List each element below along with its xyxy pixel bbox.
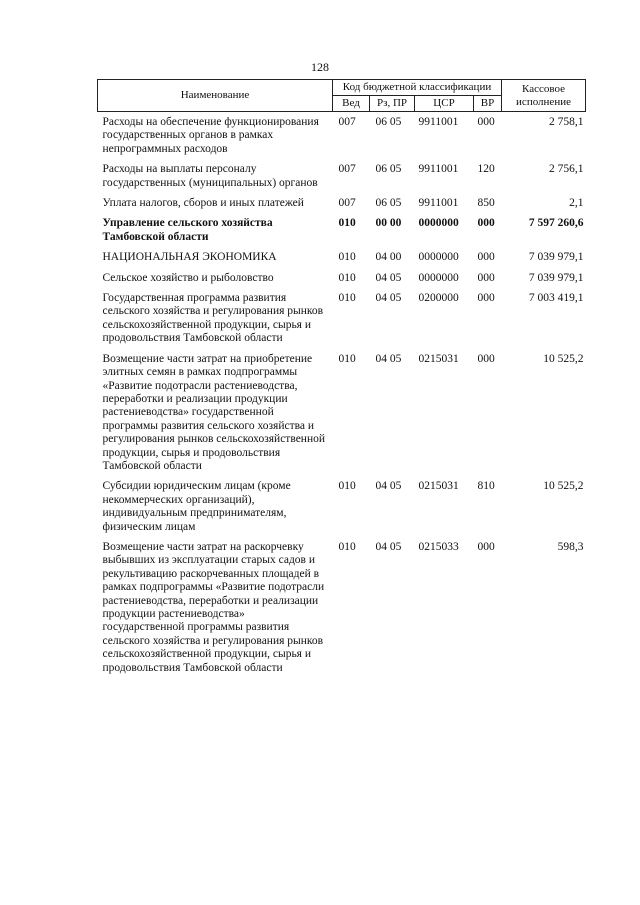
cell-sum: 7 003 419,1 [528, 292, 584, 305]
cell-sum: 7 597 260,6 [528, 217, 584, 230]
budget-table [97, 79, 586, 682]
cell-name: Управление сельского хозяйства Тамбовской области [102, 217, 273, 243]
cell-sum: 2 758,1 [549, 116, 584, 128]
header-code-group: Код бюджетной классификации [333, 80, 502, 96]
cell-name: Возмещение части затрат на приобретение элитных семян в рамках подпрограммы «Развитие подотрасли растениеводства, переработки и реализации продукции растениеводства» государственной программы развития сельского хозяйства и регулирования рынков сельскохозяйственной продукции, сырья и продовольствия Тамбовской области [102, 352, 326, 472]
cell-rz-pr: 04 05 [375, 540, 402, 553]
table-header [98, 80, 586, 112]
cell-sum: 598,3 [557, 540, 584, 553]
cell-vr: 120 [477, 163, 495, 176]
cell-ved: 010 [338, 480, 356, 493]
cell-vr: 000 [477, 217, 495, 230]
cell-csr: 0215031 [418, 480, 459, 493]
header-csr: ЦСР [415, 96, 474, 112]
table-body [98, 112, 586, 683]
header-rz-pr: Рз, ПР [370, 96, 415, 112]
table-row [98, 480, 586, 541]
cell-csr: 0215033 [418, 540, 459, 553]
cell-rz-pr: 04 05 [375, 480, 402, 493]
table-row [98, 251, 586, 271]
cell-vr: 000 [477, 251, 495, 264]
header-name: Наименование [98, 80, 333, 112]
cell-rz-pr: 00 00 [375, 217, 402, 230]
cell-sum: 7 039 979,1 [528, 271, 584, 284]
cell-rz-pr: 04 05 [375, 352, 402, 365]
cell-csr: 9911001 [418, 163, 459, 176]
cell-vr: 810 [477, 480, 495, 493]
table-row [98, 353, 586, 481]
cell-ved: 010 [338, 352, 356, 365]
cell-ved: 007 [338, 116, 356, 128]
cell-name: Расходы на выплаты персоналу государственных (муниципальных) органов [102, 163, 318, 189]
table-row [98, 292, 586, 353]
cell-csr: 0000000 [418, 217, 459, 230]
cell-rz-pr: 04 05 [375, 271, 402, 284]
cell-rz-pr: 06 05 [375, 116, 402, 128]
cell-ved: 007 [338, 163, 356, 176]
cell-csr: 0000000 [418, 271, 459, 284]
cell-ved: 007 [338, 197, 356, 210]
cell-name: Субсидии юридическим лицам (кроме некоммерческих организаций), индивидуальным предпринимателям, физическим лицам [102, 480, 291, 533]
cell-name: Возмещение части затрат на раскорчевку выбывших из эксплуатации старых садов и рекультивацию раскорчеванных площадей в рамках подпрограммы «Развитие подотрасли растениеводства, переработки и реализации продукции растениеводства» государственной программы развития сельского хозяйства и регулирования рынков сельскохозяйственной продукции, сырья и продовольствия Тамбовской области [102, 540, 325, 674]
cell-rz-pr: 06 05 [375, 163, 402, 176]
cell-rz-pr: 06 05 [375, 197, 402, 210]
cell-vr: 850 [477, 197, 495, 210]
header-vr: ВР [474, 96, 502, 112]
cell-sum: 7 039 979,1 [528, 251, 584, 264]
cell-ved: 010 [338, 271, 356, 284]
cell-rz-pr: 04 00 [375, 251, 402, 264]
cell-ved: 010 [338, 251, 356, 264]
cell-ved: 010 [338, 292, 356, 305]
header-ved: Вед [333, 96, 370, 112]
cell-sum: 10 525,2 [543, 480, 584, 493]
table-row [98, 163, 586, 197]
table-row [98, 272, 586, 292]
cell-csr: 9911001 [418, 197, 459, 210]
page-number: 128 [311, 60, 329, 74]
table-row [98, 541, 586, 682]
cell-sum: 10 525,2 [543, 352, 584, 365]
cell-rz-pr: 04 05 [375, 292, 402, 305]
cell-name: Государственная программа развития сельского хозяйства и регулирования рынков сельскохозяйственной продукции, сырья и продовольствия Тамбовской области [102, 292, 324, 345]
cell-vr: 000 [477, 116, 495, 128]
table-row [98, 217, 586, 251]
cell-name: Уплата налогов, сборов и иных платежей [102, 197, 304, 210]
cell-csr: 0000000 [418, 251, 459, 264]
table-row [98, 112, 586, 164]
cell-csr: 0215031 [418, 352, 459, 365]
cell-csr: 9911001 [418, 116, 459, 128]
cell-name: Расходы на обеспечение функционирования государственных органов в рамках непрограммных расходов [102, 116, 319, 155]
cell-vr: 000 [477, 540, 495, 553]
header-execution: Кассовое исполнение [502, 80, 586, 112]
cell-vr: 000 [477, 352, 495, 365]
cell-vr: 000 [477, 292, 495, 305]
cell-ved: 010 [338, 540, 356, 553]
cell-name: Сельское хозяйство и рыболовство [102, 271, 274, 284]
cell-ved: 010 [338, 217, 356, 230]
cell-sum: 2,1 [569, 197, 584, 210]
cell-vr: 000 [477, 271, 495, 284]
cell-name: НАЦИОНАЛЬНАЯ ЭКОНОМИКА [102, 251, 277, 264]
table-row [98, 197, 586, 217]
cell-sum: 2 756,1 [549, 163, 584, 176]
cell-csr: 0200000 [418, 292, 459, 305]
